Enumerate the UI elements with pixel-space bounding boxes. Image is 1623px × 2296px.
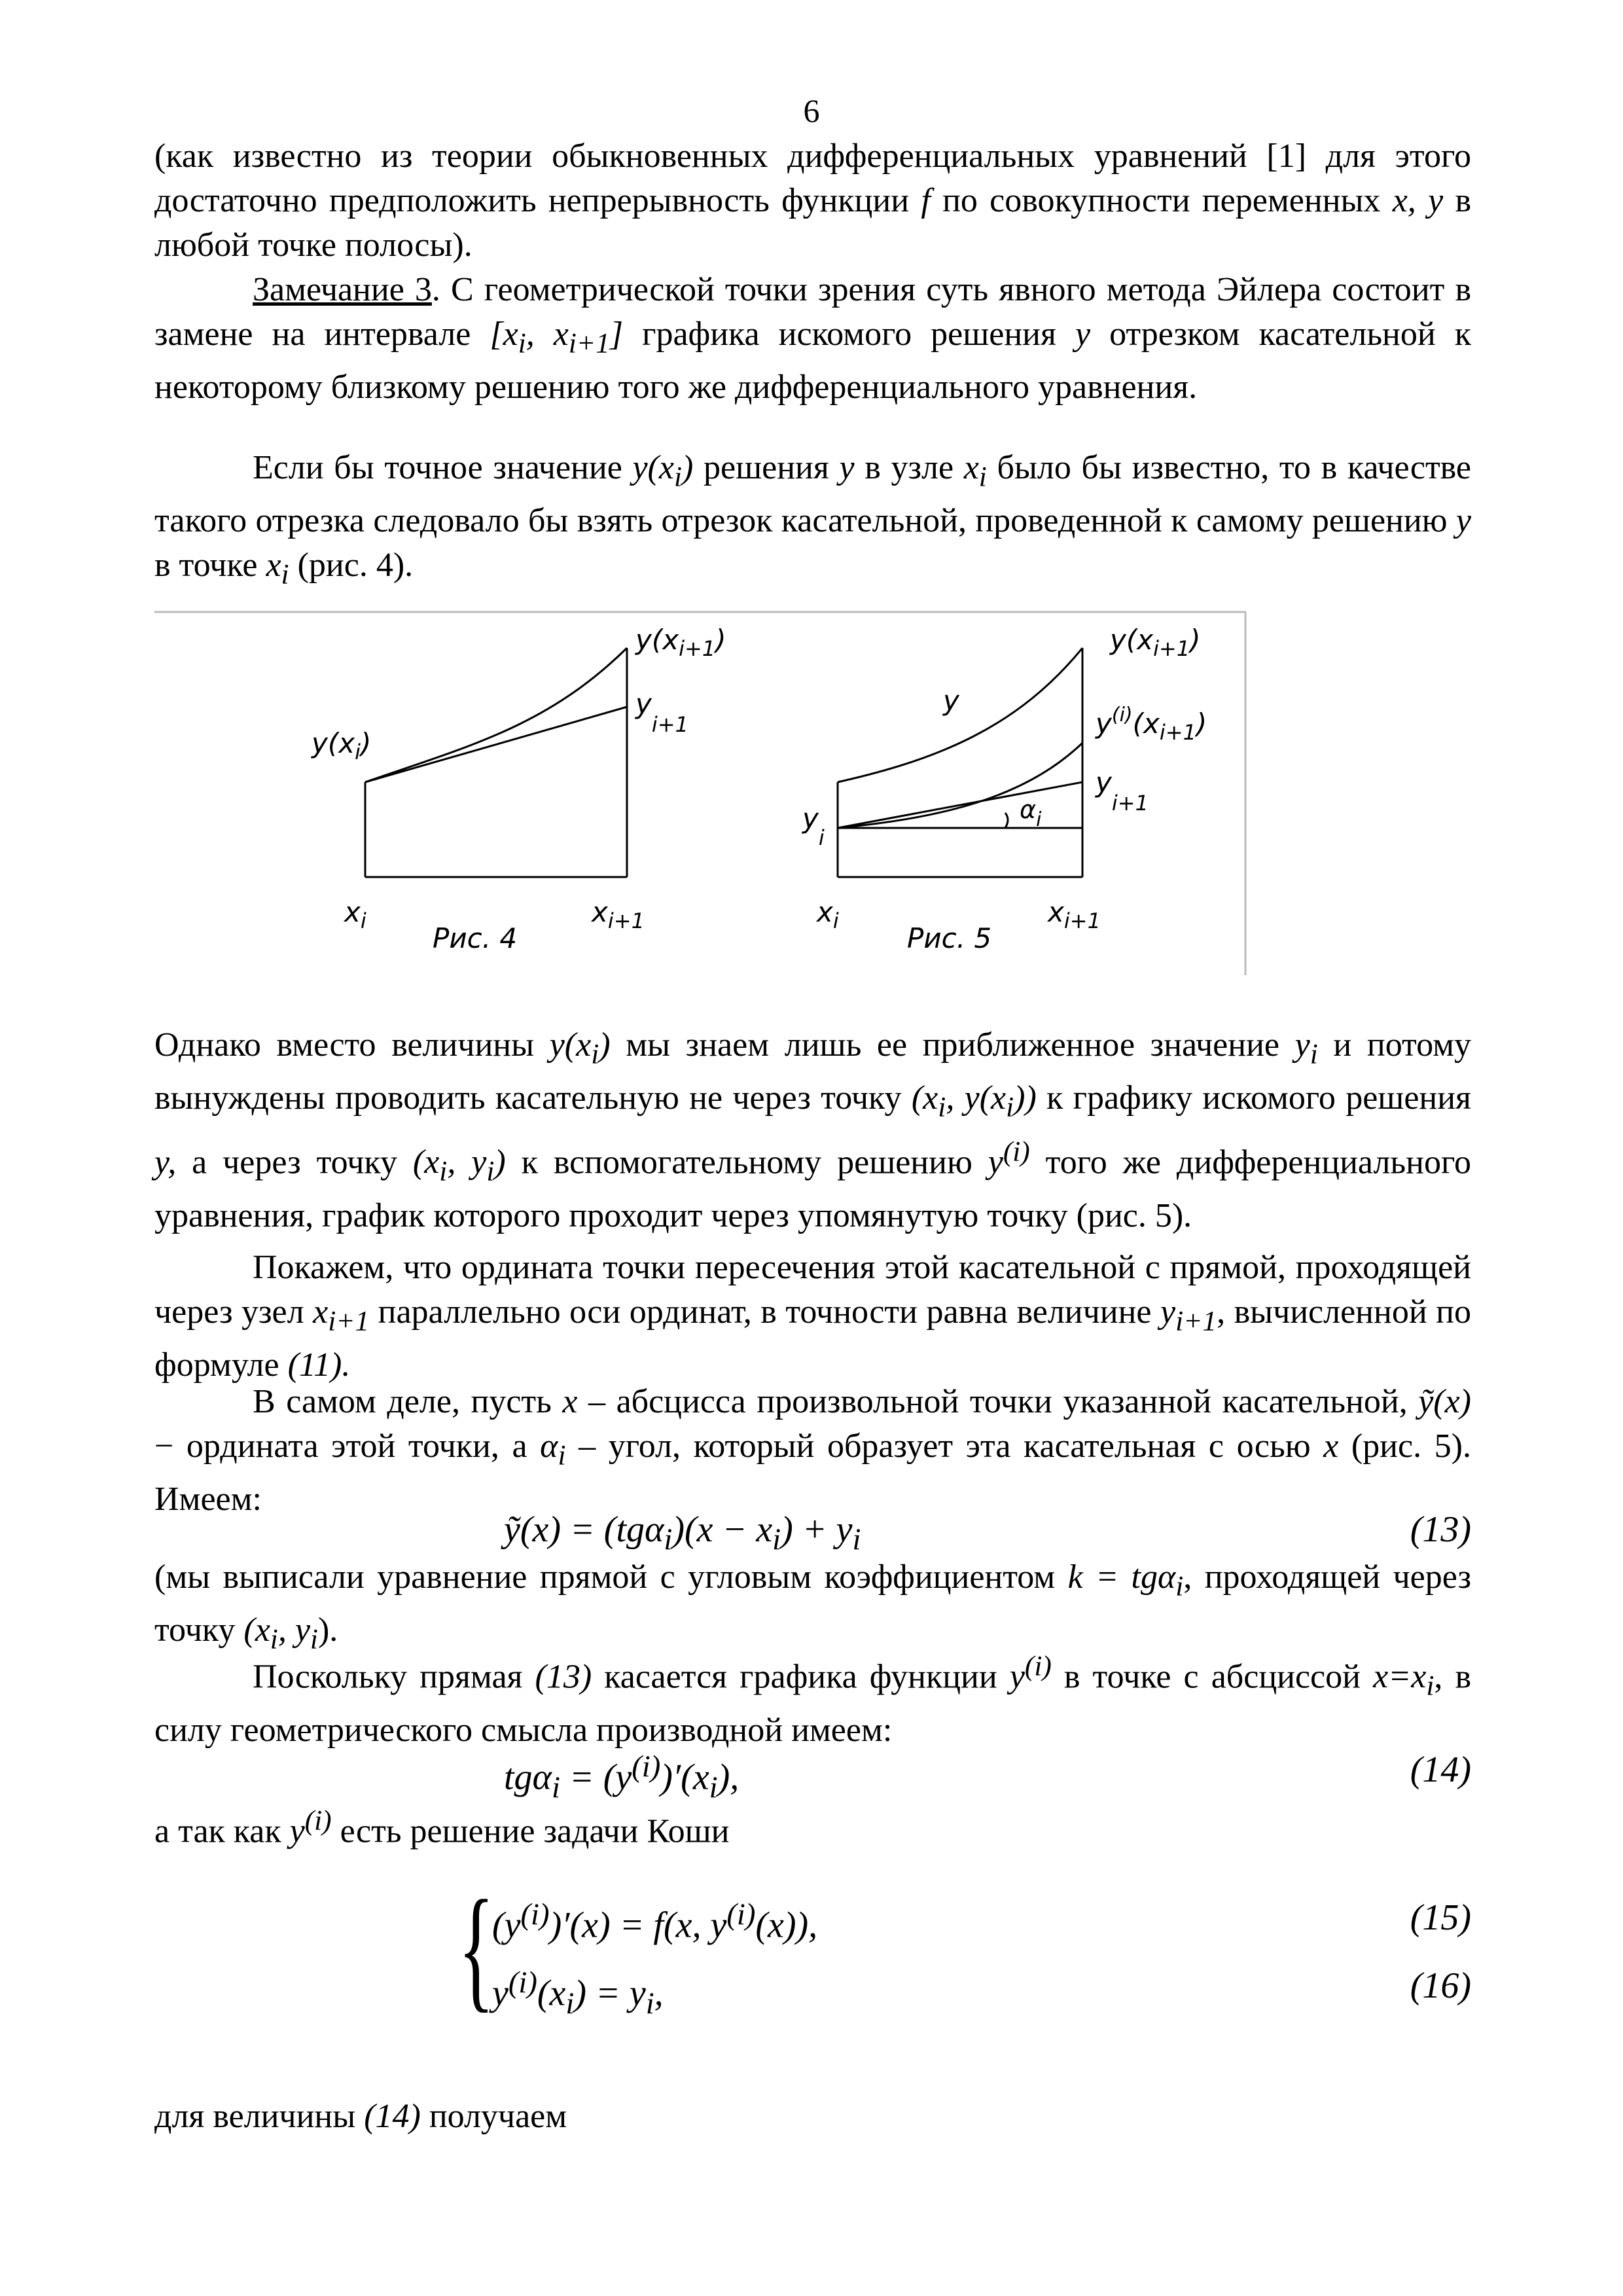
svg-text:xi+1: $x_{i+1}$ (592, 896, 645, 933)
paragraph-6: В самом деле, пусть x – абсцисса произвольной точки указанной касательной, ỹ(x) − ордината этой точки, а $\alpha_i$ – угол, который образует эта касательная с осью x (рис. 5). Имеем: (154, 1383, 1471, 1518)
paragraph-9: а так как $y^{(i)}$ есть решение задачи Коши (154, 1805, 730, 1850)
paragraph-4: Однако вместо величины $y(x_i)$ мы знаем лишь ее приближенное значение $y_i$ и потому вынуждены проводить касательную не через точку ($x_i$, $y(x_i)$) к графику искомого решения y, а через точку ($x_i$, $y_i$) к вспомогательному решению $y^{(i)}$ того же дифференциального уравнения, график которого проходит через упомянутую точку (рис. 5). (154, 1026, 1471, 1234)
svg-text:y(i)(xi+1): $y^{(i)}(x_{i+1})$ (1096, 704, 1207, 745)
equation-14-number: (14) (1410, 1749, 1471, 1790)
svg-text:xi+1: $x_{i+1}$ (1048, 896, 1101, 933)
paragraph-7: (мы выписали уравнение прямой с угловым коэффициентом k = tgα$_i$, проходящей через точку ($x_i$, $y_i$). (154, 1558, 1471, 1655)
svg-text:yi+1: $y_{i+1}$ (635, 688, 688, 737)
equation-13-number: (13) (1410, 1509, 1471, 1550)
svg-text:y(xi+1): $y(x_{i+1})$ (1110, 624, 1201, 661)
figure-4 (310, 624, 726, 954)
paragraph-8: Поскольку прямая (13) касается графика функции $y^{(i)}$ в точке с абсциссой $x=x_i$, в силу геометрического смысла производной имеем: (154, 1651, 1472, 1749)
system-brace: { (458, 1873, 495, 2024)
paragraph-1: (как известно из теории обыкновенных дифференциальных уравнений [1] для этого достаточно предположить непрерывность функции f по совокупности переменных x, y в любой точке полосы). (154, 137, 1471, 264)
svg-text:xi: $x_i$ (344, 896, 366, 933)
figure-5 (801, 624, 1207, 954)
figures-4-5 (154, 609, 1247, 975)
figure-5-caption: Рис. 5 (907, 922, 992, 954)
paragraph-5: Покажем, что ордината точки пересечения этой касательной с прямой, проходящей через узел $x_{i+1}$ параллельно оси ординат, в точности равна величине $y_{i+1}$, вычисленной по формуле (11). (154, 1249, 1471, 1384)
svg-text:αi: $\alpha_i$ (1020, 795, 1042, 831)
svg-text:yi: $y_i$ (802, 802, 825, 850)
equation-13: ỹ(x) = $(tg\alpha_i)(x - x_i) + y_i$ (504, 1509, 861, 1557)
svg-text:y(xi): $y(x_i)$ (312, 727, 372, 764)
equation-16: $y^{(i)}(x_i) = y_i$, (492, 1965, 664, 2020)
svg-text:y: y (943, 685, 959, 717)
paragraph-remark-3: Замечание 3. С геометрической точки зрения суть явного метода Эйлера состоит в замене на интервале [$x_i$, $x_{i+1}$] графика искомого решения y отрезком касательной к некоторому близкому решению того же дифференциального уравнения. (154, 271, 1471, 406)
paragraph-3: Если бы точное значение $y(x_i)$ решения y в узле $x_i$ было бы известно, то в качестве такого отрезка следовало бы взять отрезок касательной, проведенной к самому решению y в точке $x_i$ (рис. 4). (154, 449, 1471, 590)
equation-16-number: (16) (1410, 1965, 1471, 2006)
page-number: 6 (803, 92, 820, 129)
svg-text:yi+1: $y_{i+1}$ (1096, 766, 1149, 816)
equation-14: $tg\alpha_i = (y^{(i)})'(x_i)$, (504, 1749, 740, 1804)
svg-text:xi: $x_i$ (817, 896, 839, 933)
svg-text:y(xi+1): $y(x_{i+1})$ (635, 624, 726, 661)
equation-15: $(y^{(i)})'(x) = f(x$, $y^{(i)}(x)$), (492, 1897, 818, 1946)
figure-4-caption: Рис. 4 (433, 922, 518, 954)
paragraph-10: для величины (14) получаем (154, 2098, 567, 2135)
equation-15-number: (15) (1410, 1897, 1471, 1938)
